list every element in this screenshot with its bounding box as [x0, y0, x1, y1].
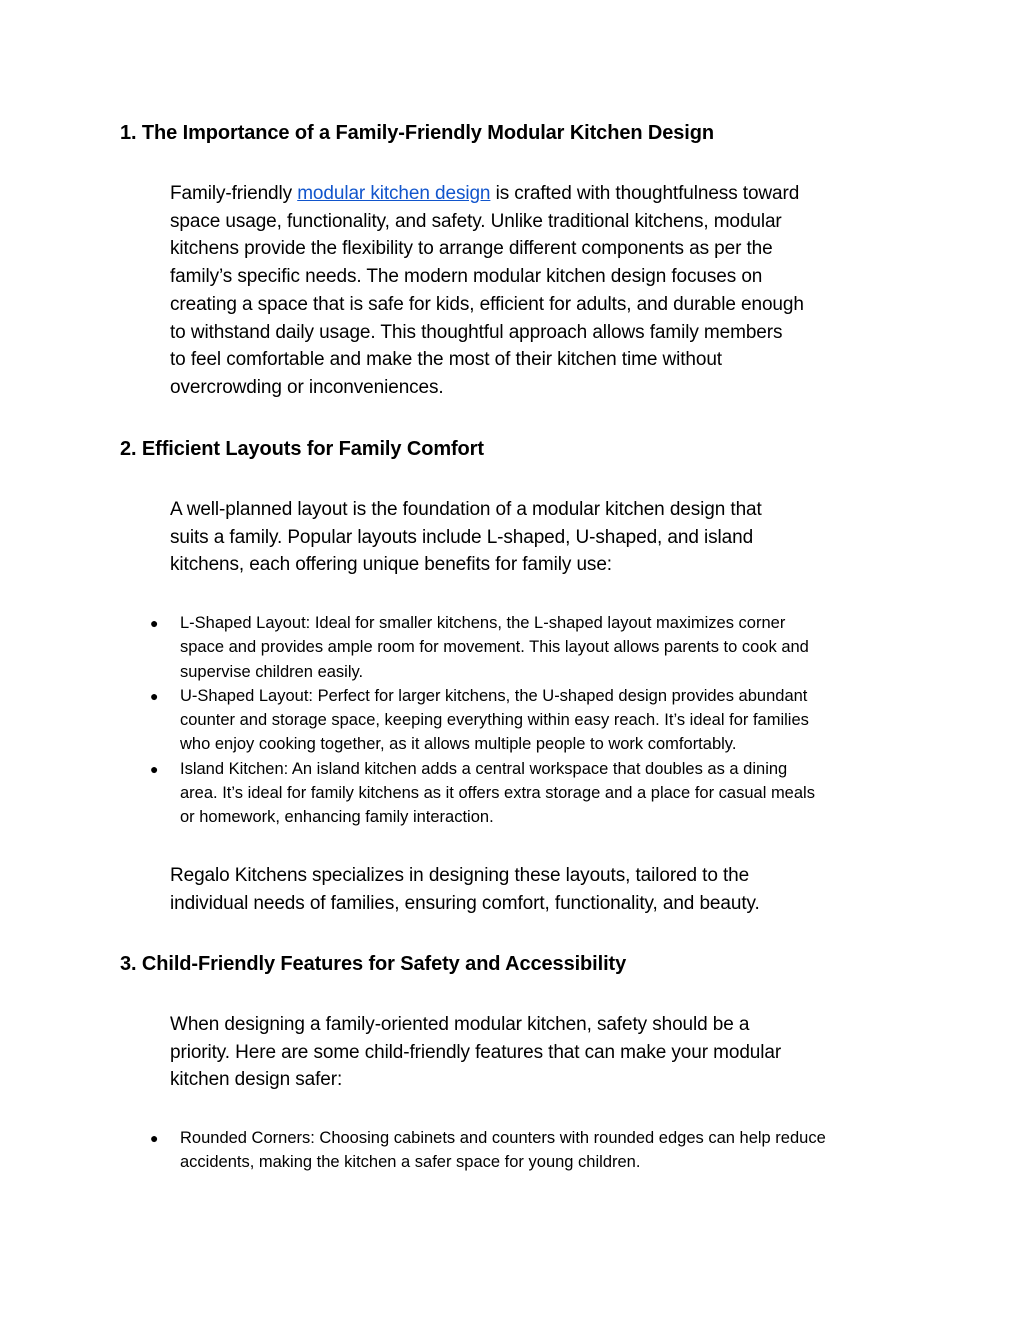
section-1-paragraph	[170, 180, 870, 402]
paragraph-line: family’s specific needs. The modern modular kitchen design focuses on	[170, 266, 763, 288]
paragraph-line: When designing a family-oriented modular kitchen, safety should be a	[170, 1014, 750, 1035]
paragraph-line: kitchen design safer:	[170, 1069, 343, 1091]
list-item-line: Island Kitchen: An island kitchen adds a central workspace that doubles as a dining	[180, 759, 788, 778]
list-item-line: L-Shaped Layout: Ideal for smaller kitchens, the L-shaped layout maximizes corner	[180, 614, 786, 632]
text-prefix: Family-friendly	[170, 183, 298, 204]
section-2-intro	[170, 496, 870, 579]
list-item-line: or homework, enhancing family interaction.	[180, 808, 494, 827]
section-3-intro	[170, 1011, 870, 1094]
text-rest: is crafted with thoughtfulness toward	[490, 183, 800, 204]
list-item-line: supervise children easily.	[180, 662, 364, 681]
bullet-icon: ●	[150, 1130, 159, 1146]
paragraph-line: creating a space that is safe for kids, efficient for adults, and durable enough	[170, 293, 804, 315]
paragraph-line: A well-planned layout is the foundation of a modular kitchen design that	[170, 499, 762, 520]
list-item-line: Rounded Corners: Choosing cabinets and counters with rounded edges can help reduce	[180, 1129, 826, 1147]
section-2-heading: 2. Efficient Layouts for Family Comfort	[120, 438, 484, 460]
list-item-line: area. It’s ideal for family kitchens as it offers extra storage and a place for casual meals	[180, 784, 815, 803]
bullet-icon: ●	[150, 760, 159, 777]
list-item	[0, 757, 815, 830]
layouts-bullet-list	[0, 611, 815, 830]
section-1-heading: 1. The Importance of a Family-Friendly Modular Kitchen Design	[120, 122, 714, 144]
list-item	[0, 1126, 826, 1175]
paragraph-line: overcrowding or inconveniences.	[170, 376, 444, 398]
bullet-icon: ●	[150, 615, 159, 631]
paragraph-line: to feel comfortable and make the most of their kitchen time without	[170, 349, 722, 371]
section-3-heading: 3. Child-Friendly Features for Safety and Accessibility	[120, 953, 627, 975]
paragraph-line: Regalo Kitchens specializes in designing these layouts, tailored to the	[170, 865, 750, 886]
modular-kitchen-design-link[interactable]: modular kitchen design	[297, 183, 491, 204]
list-item	[0, 684, 815, 757]
paragraph-line: kitchens provide the flexibility to arrange different components as per the	[170, 238, 773, 260]
paragraph-line: to withstand daily usage. This thoughtful approach allows family members	[170, 321, 783, 343]
paragraph-line: individual needs of families, ensuring comfort, functionality, and beauty.	[170, 892, 760, 914]
list-item-line: who enjoy cooking together, as it allows multiple people to work comfortably.	[180, 735, 737, 754]
list-item-line: space and provides ample room for movement. This layout allows parents to cook and	[180, 638, 809, 657]
list-item	[0, 611, 815, 684]
list-item-line: counter and storage space, keeping everything within easy reach. It’s ideal for families	[180, 711, 809, 730]
list-item-line: U-Shaped Layout: Perfect for larger kitchens, the U-shaped design provides abundant	[180, 686, 808, 705]
section-2-outro	[170, 862, 870, 917]
paragraph-line	[170, 180, 870, 208]
paragraph-line: kitchens, each offering unique benefits for family use:	[170, 554, 612, 576]
paragraph-line: priority. Here are some child-friendly features that can make your modular	[170, 1041, 782, 1063]
paragraph-line: space usage, functionality, and safety. Unlike traditional kitchens, modular	[170, 210, 782, 232]
bullet-icon: ●	[150, 687, 159, 704]
list-item-line: accidents, making the kitchen a safer space for young children.	[180, 1153, 641, 1172]
paragraph-line: suits a family. Popular layouts include L-shaped, U-shaped, and island	[170, 526, 754, 548]
safety-bullet-list	[0, 1126, 826, 1175]
